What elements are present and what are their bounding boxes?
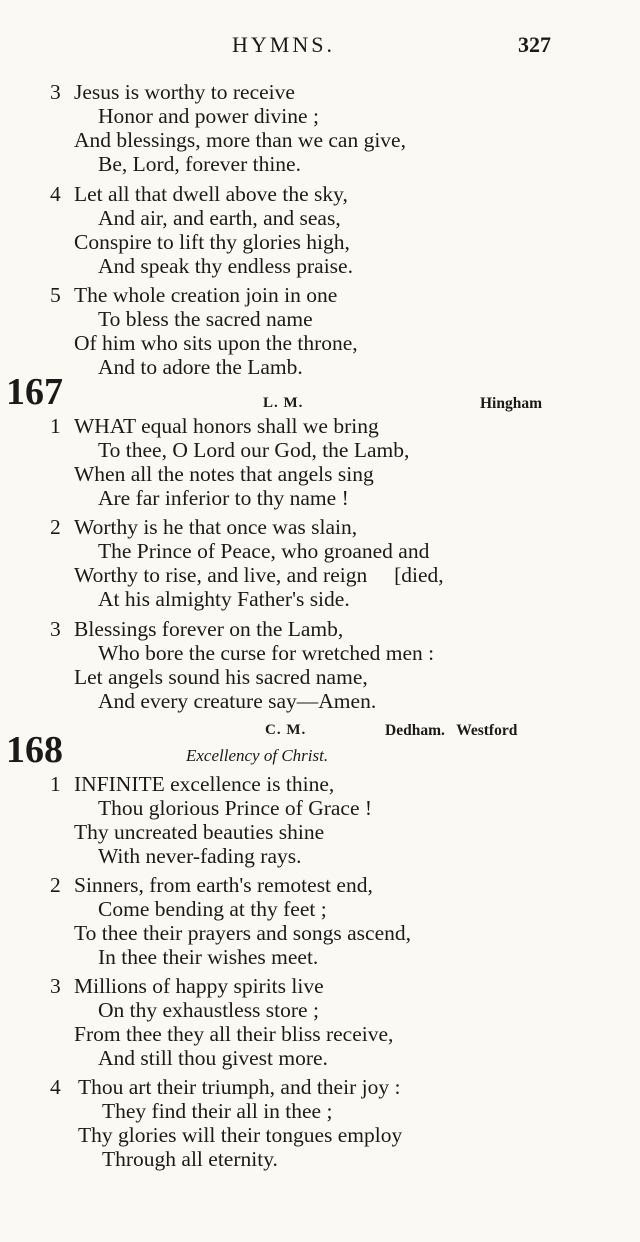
stanza-line: And still thou givest more.	[98, 1046, 328, 1070]
hymn-168-tunes: Dedham. Westford	[385, 722, 518, 739]
stanza-line: In thee their wishes meet.	[98, 945, 319, 969]
hymn-168-meter: C. M.	[265, 722, 307, 738]
stanza-line: Jesus is worthy to receive	[74, 80, 295, 104]
hymn-number-167: 167	[6, 371, 63, 413]
stanza-line: Let all that dwell above the sky,	[74, 182, 348, 206]
stanza-number: 2	[50, 873, 61, 897]
stanza-number: 3	[50, 617, 61, 641]
running-head	[0, 32, 640, 62]
stanza-line: Thou art their triumph, and their joy :	[78, 1075, 401, 1099]
stanza-line: Thy uncreated beauties shine	[74, 820, 325, 844]
stanza-number: 1	[50, 414, 61, 438]
stanza-number: 2	[50, 515, 61, 539]
stanza-line: INFINITE excellence is thine,	[74, 772, 335, 796]
stanza-line: They find their all in thee ;	[102, 1099, 333, 1123]
running-title: HYMNS.	[232, 32, 335, 57]
stanza-line: WHAT equal honors shall we bring	[74, 414, 379, 438]
stanza-line: Thou glorious Prince of Grace !	[98, 796, 373, 820]
stanza-line: Let angels sound his sacred name,	[74, 665, 368, 689]
stanza-line: At his almighty Father's side.	[98, 587, 350, 611]
stanza-line: The Prince of Peace, who groaned and	[98, 539, 430, 563]
stanza-line: And speak thy endless praise.	[98, 254, 353, 278]
stanza-line: Sinners, from earth's remotest end,	[74, 873, 373, 897]
stanza-number: 3	[50, 974, 61, 998]
stanza-number: 1	[50, 772, 61, 796]
stanza-number: 4	[50, 182, 61, 206]
stanza-line: And to adore the Lamb.	[98, 355, 303, 379]
stanza-line: To thee their prayers and songs ascend,	[74, 921, 412, 945]
hymn-167-tune: Hingham	[480, 395, 543, 412]
stanza-line: Worthy is he that once was slain,	[74, 515, 358, 539]
stanza-line: Come bending at thy feet ;	[98, 897, 327, 921]
hymn-168-subtitle: Excellency of Christ.	[186, 746, 329, 765]
stanza-line: With never-fading rays.	[98, 844, 302, 868]
stanza-line: Who bore the curse for wretched men :	[98, 641, 435, 665]
stanza-line: Millions of happy spirits live	[74, 974, 324, 998]
stanza-line: To thee, O Lord our God, the Lamb,	[98, 438, 410, 462]
stanza-line: Thy glories will their tongues employ	[78, 1123, 403, 1147]
stanza-line: From thee they all their bliss receive,	[74, 1022, 394, 1046]
stanza-number: 3	[50, 80, 61, 104]
stanza-line: And air, and earth, and seas,	[98, 206, 341, 230]
page-number: 327	[518, 32, 551, 57]
stanza-line: To bless the sacred name	[98, 307, 313, 331]
stanza-line: Worthy to rise, and live, and reign [died,	[74, 563, 444, 587]
hymn-167-meter: L. M.	[263, 395, 304, 411]
stanza-line: And every creature say—Amen.	[98, 689, 377, 713]
stanza-line: And blessings, more than we can give,	[74, 128, 406, 152]
stanza-line: Blessings forever on the Lamb,	[74, 617, 344, 641]
stanza-line: Are far inferior to thy name !	[98, 486, 349, 510]
stanza-line: Honor and power divine ;	[98, 104, 319, 128]
stanza-line: Be, Lord, forever thine.	[98, 152, 301, 176]
stanza-line: Through all eternity.	[102, 1147, 278, 1171]
stanza-line: Of him who sits upon the throne,	[74, 331, 358, 355]
stanza-line: On thy exhaustless store ;	[98, 998, 319, 1022]
stanza-line: The whole creation join in one	[74, 283, 338, 307]
hymn-number-168: 168	[6, 729, 63, 771]
stanza-line: Conspire to lift thy glories high,	[74, 230, 350, 254]
stanza-number: 4	[50, 1075, 61, 1099]
stanza-line: When all the notes that angels sing	[74, 462, 374, 486]
stanza-number: 5	[50, 283, 61, 307]
